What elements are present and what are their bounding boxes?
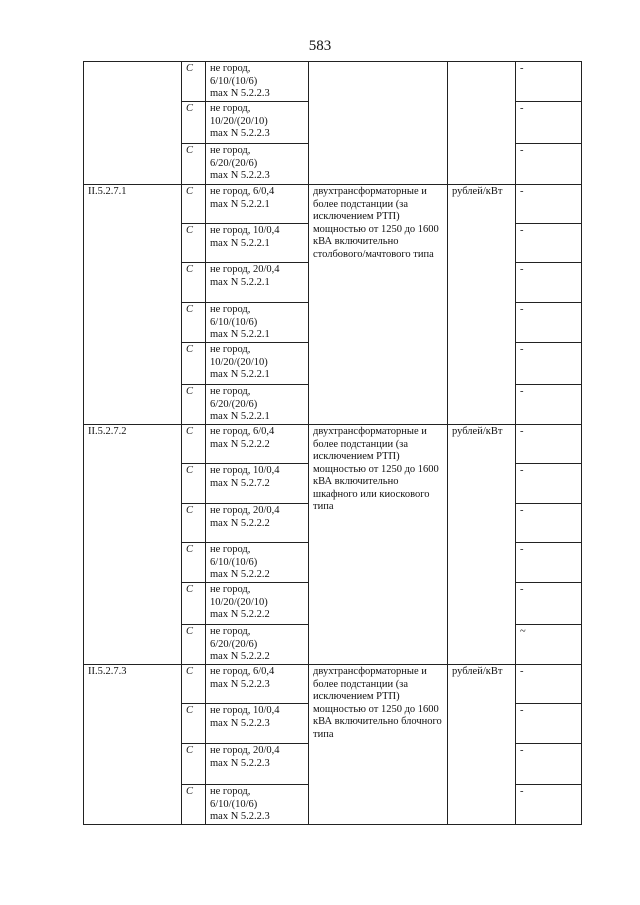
rate-symbol: C [182, 185, 206, 224]
rate-symbol: C [182, 385, 206, 425]
substation-description: двухтрансформаторные и более подстанции (за исключением РТП) мощностью от 1250 до 1600 кВА включительно шкафного или киоскового типа [309, 425, 448, 665]
rate-value: - [516, 785, 582, 825]
rate-value: - [516, 744, 582, 785]
table-row [84, 665, 582, 704]
rate-value: - [516, 185, 582, 224]
rate-symbol: C [182, 785, 206, 825]
rate-condition: не город, 10/0,4 max N 5.2.7.2 [206, 464, 309, 504]
rate-value: - [516, 303, 582, 343]
rate-condition: не город, 6/0,4 max N 5.2.2.1 [206, 185, 309, 224]
rate-condition: не город, 10/20/(20/10) max N 5.2.2.3 [206, 102, 309, 144]
rate-value: - [516, 102, 582, 144]
rate-symbol: C [182, 625, 206, 665]
unit-of-measure: рублей/кВт [448, 665, 516, 825]
rate-value: - [516, 343, 582, 385]
rate-symbol: C [182, 303, 206, 343]
rate-symbol: C [182, 343, 206, 385]
rate-value: - [516, 665, 582, 704]
substation-description [309, 62, 448, 185]
rate-condition: не город, 10/0,4 max N 5.2.2.1 [206, 224, 309, 263]
table-row [84, 425, 582, 464]
table-row [84, 185, 582, 224]
rate-symbol: C [182, 704, 206, 744]
rate-symbol: C [182, 263, 206, 303]
rate-symbol: C [182, 224, 206, 263]
rate-value: - [516, 704, 582, 744]
rate-value: - [516, 583, 582, 625]
rate-condition: не город, 6/10/(10/6) max N 5.2.2.1 [206, 303, 309, 343]
unit-of-measure [448, 62, 516, 185]
tariff-table-body [84, 62, 582, 825]
rate-condition: не город, 20/0,4 max N 5.2.2.1 [206, 263, 309, 303]
tariff-table [83, 61, 582, 825]
page-number: 583 [308, 38, 332, 54]
rate-condition: не город, 20/0,4 max N 5.2.2.2 [206, 504, 309, 543]
rate-value: - [516, 425, 582, 464]
rate-value: - [516, 224, 582, 263]
item-code [84, 62, 182, 185]
rate-condition: не город, 20/0,4 max N 5.2.2.3 [206, 744, 309, 785]
item-code: II.5.2.7.1 [84, 185, 182, 425]
rate-condition: не город, 6/0,4 max N 5.2.2.2 [206, 425, 309, 464]
rate-condition: не город, 10/0,4 max N 5.2.2.3 [206, 704, 309, 744]
table-row [84, 62, 582, 102]
rate-condition: не город, 6/20/(20/6) max N 5.2.2.1 [206, 385, 309, 425]
unit-of-measure: рублей/кВт [448, 425, 516, 665]
rate-symbol: C [182, 425, 206, 464]
item-code: II.5.2.7.3 [84, 665, 182, 825]
rate-value: - [516, 543, 582, 583]
rate-value: - [516, 144, 582, 185]
rate-symbol: C [182, 665, 206, 704]
substation-description: двухтрансформаторные и более подстанции (за исключением РТП) мощностью от 1250 до 1600 кВА включительно блочного типа [309, 665, 448, 825]
rate-symbol: C [182, 543, 206, 583]
rate-value: - [516, 385, 582, 425]
rate-symbol: C [182, 464, 206, 504]
rate-condition: не город, 6/0,4 max N 5.2.2.3 [206, 665, 309, 704]
rate-condition: не город, 6/20/(20/6) max N 5.2.2.3 [206, 144, 309, 185]
rate-condition: не город, 6/20/(20/6) max N 5.2.2.2 [206, 625, 309, 665]
rate-symbol: C [182, 144, 206, 185]
rate-symbol: C [182, 744, 206, 785]
rate-condition: не город, 6/10/(10/6) max N 5.2.2.3 [206, 62, 309, 102]
rate-symbol: C [182, 62, 206, 102]
rate-value: ~ [516, 625, 582, 665]
substation-description: двухтрансформаторные и более подстанции (за исключением РТП) мощностью от 1250 до 1600 кВА включительно столбового/мачтового типа [309, 185, 448, 425]
item-code: II.5.2.7.2 [84, 425, 182, 665]
rate-condition: не город, 6/10/(10/6) max N 5.2.2.2 [206, 543, 309, 583]
rate-symbol: C [182, 504, 206, 543]
rate-symbol: C [182, 583, 206, 625]
rate-condition: не город, 10/20/(20/10) max N 5.2.2.2 [206, 583, 309, 625]
rate-condition: не город, 6/10/(10/6) max N 5.2.2.3 [206, 785, 309, 825]
rate-value: - [516, 504, 582, 543]
unit-of-measure: рублей/кВт [448, 185, 516, 425]
rate-value: - [516, 464, 582, 504]
rate-value: - [516, 62, 582, 102]
rate-condition: не город, 10/20/(20/10) max N 5.2.2.1 [206, 343, 309, 385]
rate-symbol: C [182, 102, 206, 144]
rate-value: - [516, 263, 582, 303]
